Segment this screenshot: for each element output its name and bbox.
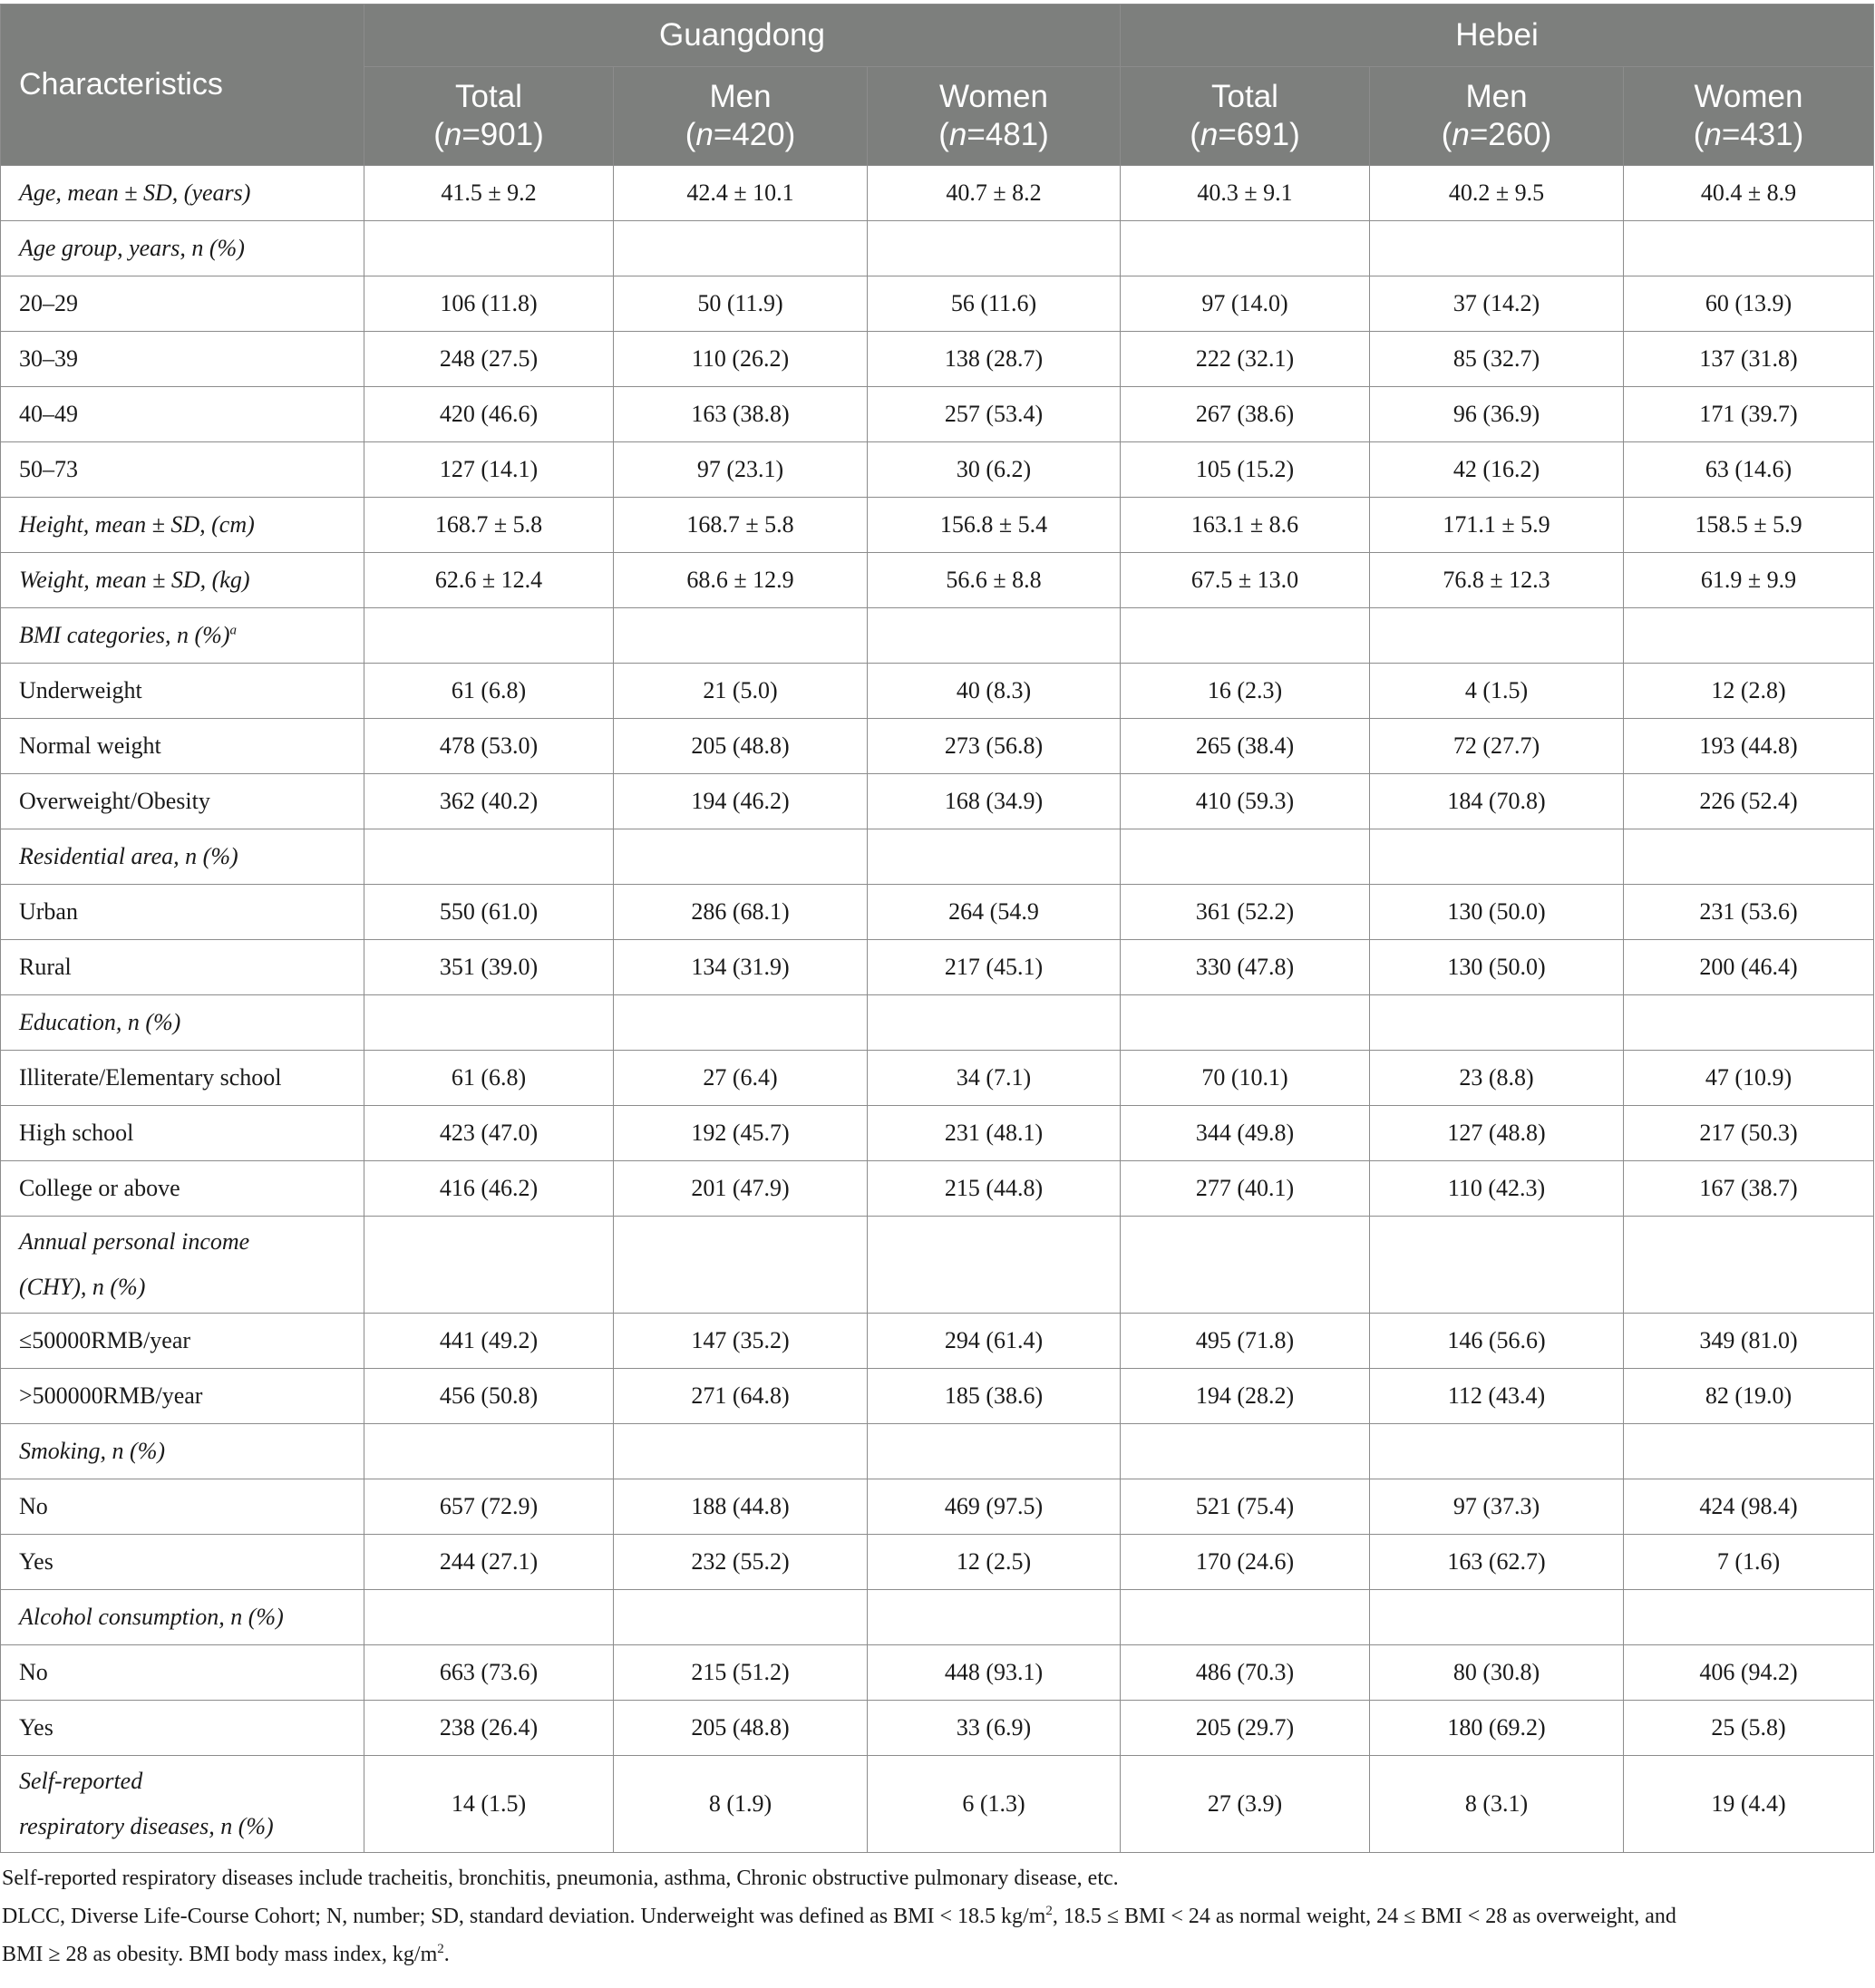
footnote-respiratory: Self-reported respiratory diseases include tracheitis, bronchitis, pneumonia, asthma, Chronic obstructive pulmonary disease, etc.	[2, 1867, 1119, 1890]
table-cell: 495 (71.8)	[1121, 1314, 1370, 1369]
table-cell: 416 (46.2)	[364, 1161, 614, 1217]
table-cell: 663 (73.6)	[364, 1645, 614, 1701]
table-cell: 23 (8.8)	[1370, 1051, 1624, 1106]
table-cell	[1624, 829, 1874, 885]
characteristics-table	[0, 4, 1874, 1853]
table-cell: 267 (38.6)	[1121, 387, 1370, 442]
row-label: BMI categories, n (%)$^a$	[1, 608, 364, 664]
table-cell: 205 (29.7)	[1121, 1701, 1370, 1756]
table-row	[1, 1106, 1874, 1161]
table-cell: 41.5 ± 9.2	[364, 166, 614, 221]
row-label: Urban	[1, 885, 364, 940]
footnote-abbreviations: DLCC, Diverse Life-Course Cohort; N, number; SD, standard deviation. Underweight was defined as BMI < 18.5 $kg/m^2$, 18.5 ≤ BMI < 24 as normal weight, 24 ≤ BMI < 28 as overweight, and	[2, 1904, 1676, 1928]
column-header-women: Women (n=431)	[1624, 67, 1874, 166]
table-row	[1, 995, 1874, 1051]
table-row	[1, 885, 1874, 940]
table-cell	[1121, 1217, 1370, 1314]
table-cell	[868, 608, 1121, 664]
table-cell	[868, 1424, 1121, 1479]
table-row	[1, 1645, 1874, 1701]
table-cell: 134 (31.9)	[614, 940, 868, 995]
table-cell	[1370, 221, 1624, 276]
table-cell: 147 (35.2)	[614, 1314, 868, 1369]
table-cell: 34 (7.1)	[868, 1051, 1121, 1106]
row-label: Normal weight	[1, 719, 364, 774]
table-cell: 106 (11.8)	[364, 276, 614, 332]
table-container	[0, 4, 1875, 1971]
table-cell: 60 (13.9)	[1624, 276, 1874, 332]
row-label: Rural	[1, 940, 364, 995]
table-cell: 12 (2.5)	[868, 1535, 1121, 1590]
table-cell: 351 (39.0)	[364, 940, 614, 995]
table-cell: 170 (24.6)	[1121, 1535, 1370, 1590]
table-cell: 7 (1.6)	[1624, 1535, 1874, 1590]
table-cell: 146 (56.6)	[1370, 1314, 1624, 1369]
row-label: Overweight/Obesity	[1, 774, 364, 829]
table-row	[1, 1314, 1874, 1369]
row-label: 30–39	[1, 332, 364, 387]
table-cell	[1624, 1217, 1874, 1314]
table-cell: 168.7 ± 5.8	[614, 498, 868, 553]
table-cell	[1370, 829, 1624, 885]
table-cell: 138 (28.7)	[868, 332, 1121, 387]
table-cell: 50 (11.9)	[614, 276, 868, 332]
table-row	[1, 664, 1874, 719]
row-label: Smoking, n (%)	[1, 1424, 364, 1479]
table-cell	[868, 1590, 1121, 1645]
table-cell: 76.8 ± 12.3	[1370, 553, 1624, 608]
table-cell: 6 (1.3)	[868, 1756, 1121, 1853]
table-cell: 217 (50.3)	[1624, 1106, 1874, 1161]
table-cell: 294 (61.4)	[868, 1314, 1121, 1369]
table-cell: 61 (6.8)	[364, 1051, 614, 1106]
table-cell	[1370, 1590, 1624, 1645]
table-cell: 56 (11.6)	[868, 276, 1121, 332]
row-label: College or above	[1, 1161, 364, 1217]
table-cell: 248 (27.5)	[364, 332, 614, 387]
table-cell: 193 (44.8)	[1624, 719, 1874, 774]
table-cell: 244 (27.1)	[364, 1535, 614, 1590]
table-row	[1, 608, 1874, 664]
table-cell: 82 (19.0)	[1624, 1369, 1874, 1424]
row-label: Age group, years, n (%)	[1, 221, 364, 276]
table-cell	[868, 1217, 1121, 1314]
table-row	[1, 1535, 1874, 1590]
table-cell: 205 (48.8)	[614, 719, 868, 774]
table-cell: 550 (61.0)	[364, 885, 614, 940]
row-label: Alcohol consumption, n (%)	[1, 1590, 364, 1645]
table-cell: 130 (50.0)	[1370, 885, 1624, 940]
table-cell: 486 (70.3)	[1121, 1645, 1370, 1701]
table-cell: 423 (47.0)	[364, 1106, 614, 1161]
table-cell: 97 (23.1)	[614, 442, 868, 498]
table-cell: 19 (4.4)	[1624, 1756, 1874, 1853]
column-header-total: Total (n=901)	[364, 67, 614, 166]
table-cell	[1370, 1217, 1624, 1314]
row-label: 20–29	[1, 276, 364, 332]
table-cell: 171 (39.7)	[1624, 387, 1874, 442]
table-cell: 156.8 ± 5.4	[868, 498, 1121, 553]
table-cell: 40.2 ± 9.5	[1370, 166, 1624, 221]
table-cell: 40.3 ± 9.1	[1121, 166, 1370, 221]
table-cell: 361 (52.2)	[1121, 885, 1370, 940]
table-row	[1, 1051, 1874, 1106]
table-row	[1, 498, 1874, 553]
table-cell	[1624, 608, 1874, 664]
table-cell: 8 (1.9)	[614, 1756, 868, 1853]
table-row	[1, 1590, 1874, 1645]
table-cell: 163 (38.8)	[614, 387, 868, 442]
table-cell: 130 (50.0)	[1370, 940, 1624, 995]
column-header-total: Total (n=691)	[1121, 67, 1370, 166]
table-cell: 8 (3.1)	[1370, 1756, 1624, 1853]
table-cell: 330 (47.8)	[1121, 940, 1370, 995]
row-label: Annual personal income (CHY), n (%)	[1, 1217, 364, 1314]
table-cell: 12 (2.8)	[1624, 664, 1874, 719]
table-cell: 194 (46.2)	[614, 774, 868, 829]
row-label: No	[1, 1479, 364, 1535]
row-label: Yes	[1, 1701, 364, 1756]
table-cell: 167 (38.7)	[1624, 1161, 1874, 1217]
row-label: 40–49	[1, 387, 364, 442]
table-row	[1, 774, 1874, 829]
table-cell	[1624, 1590, 1874, 1645]
table-cell: 286 (68.1)	[614, 885, 868, 940]
table-row	[1, 719, 1874, 774]
table-footnotes	[0, 1853, 1875, 1971]
table-cell: 180 (69.2)	[1370, 1701, 1624, 1756]
table-cell: 168.7 ± 5.8	[364, 498, 614, 553]
table-cell: 657 (72.9)	[364, 1479, 614, 1535]
table-cell: 217 (45.1)	[868, 940, 1121, 995]
table-cell: 406 (94.2)	[1624, 1645, 1874, 1701]
table-cell: 192 (45.7)	[614, 1106, 868, 1161]
table-cell: 257 (53.4)	[868, 387, 1121, 442]
table-cell	[614, 1590, 868, 1645]
table-row	[1, 940, 1874, 995]
table-row	[1, 1701, 1874, 1756]
table-cell	[1370, 608, 1624, 664]
table-cell: 16 (2.3)	[1121, 664, 1370, 719]
table-cell: 264 (54.9	[868, 885, 1121, 940]
region-header-hebei: Hebei	[1121, 5, 1874, 67]
column-header-men: Men (n=420)	[614, 67, 868, 166]
row-label: ≤50000RMB/year	[1, 1314, 364, 1369]
table-row	[1, 276, 1874, 332]
table-cell: 70 (10.1)	[1121, 1051, 1370, 1106]
table-cell: 42 (16.2)	[1370, 442, 1624, 498]
table-row	[1, 332, 1874, 387]
table-cell: 27 (6.4)	[614, 1051, 868, 1106]
table-cell	[868, 995, 1121, 1051]
table-cell: 441 (49.2)	[364, 1314, 614, 1369]
table-cell: 137 (31.8)	[1624, 332, 1874, 387]
row-label: Weight, mean ± SD, (kg)	[1, 553, 364, 608]
table-cell	[364, 1590, 614, 1645]
table-row	[1, 1217, 1874, 1314]
table-cell: 67.5 ± 13.0	[1121, 553, 1370, 608]
table-cell: 97 (14.0)	[1121, 276, 1370, 332]
table-cell: 194 (28.2)	[1121, 1369, 1370, 1424]
table-cell: 215 (44.8)	[868, 1161, 1121, 1217]
table-row	[1, 442, 1874, 498]
table-cell: 232 (55.2)	[614, 1535, 868, 1590]
table-row	[1, 1756, 1874, 1853]
table-cell	[364, 1424, 614, 1479]
table-cell	[1121, 1590, 1370, 1645]
table-cell: 14 (1.5)	[364, 1756, 614, 1853]
table-row	[1, 553, 1874, 608]
table-cell: 205 (48.8)	[614, 1701, 868, 1756]
row-label: Underweight	[1, 664, 364, 719]
row-label: Illiterate/Elementary school	[1, 1051, 364, 1106]
table-cell: 97 (37.3)	[1370, 1479, 1624, 1535]
table-cell	[1121, 829, 1370, 885]
table-cell	[364, 608, 614, 664]
row-label: Residential area, n (%)	[1, 829, 364, 885]
table-cell: 184 (70.8)	[1370, 774, 1624, 829]
row-label: >500000RMB/year	[1, 1369, 364, 1424]
table-cell: 424 (98.4)	[1624, 1479, 1874, 1535]
table-cell	[1370, 1424, 1624, 1479]
table-cell: 72 (27.7)	[1370, 719, 1624, 774]
table-row	[1, 829, 1874, 885]
row-label: No	[1, 1645, 364, 1701]
column-header-women: Women (n=481)	[868, 67, 1121, 166]
table-cell: 127 (14.1)	[364, 442, 614, 498]
table-cell: 96 (36.9)	[1370, 387, 1624, 442]
table-cell: 171.1 ± 5.9	[1370, 498, 1624, 553]
table-cell: 344 (49.8)	[1121, 1106, 1370, 1161]
table-cell: 80 (30.8)	[1370, 1645, 1624, 1701]
table-cell: 231 (48.1)	[868, 1106, 1121, 1161]
table-cell	[364, 221, 614, 276]
table-cell	[614, 1217, 868, 1314]
table-cell: 201 (47.9)	[614, 1161, 868, 1217]
table-cell: 231 (53.6)	[1624, 885, 1874, 940]
column-header-men: Men (n=260)	[1370, 67, 1624, 166]
row-label: 50–73	[1, 442, 364, 498]
table-cell: 40.7 ± 8.2	[868, 166, 1121, 221]
table-row	[1, 1369, 1874, 1424]
table-cell	[614, 829, 868, 885]
table-cell	[1370, 995, 1624, 1051]
table-cell	[614, 995, 868, 1051]
table-cell: 112 (43.4)	[1370, 1369, 1624, 1424]
table-cell: 4 (1.5)	[1370, 664, 1624, 719]
table-cell	[1121, 995, 1370, 1051]
table-row	[1, 1479, 1874, 1535]
table-cell: 30 (6.2)	[868, 442, 1121, 498]
table-cell: 85 (32.7)	[1370, 332, 1624, 387]
row-label: Height, mean ± SD, (cm)	[1, 498, 364, 553]
table-cell: 25 (5.8)	[1624, 1701, 1874, 1756]
table-cell: 40 (8.3)	[868, 664, 1121, 719]
table-cell	[1121, 1424, 1370, 1479]
characteristics-header: Characteristics	[1, 5, 364, 166]
table-cell: 61 (6.8)	[364, 664, 614, 719]
table-cell	[364, 829, 614, 885]
row-label: Education, n (%)	[1, 995, 364, 1051]
table-cell: 47 (10.9)	[1624, 1051, 1874, 1106]
table-cell	[1121, 221, 1370, 276]
table-cell	[614, 608, 868, 664]
table-cell: 61.9 ± 9.9	[1624, 553, 1874, 608]
table-cell	[364, 995, 614, 1051]
table-row	[1, 1161, 1874, 1217]
table-cell: 277 (40.1)	[1121, 1161, 1370, 1217]
table-cell: 105 (15.2)	[1121, 442, 1370, 498]
row-label: Self-reported respiratory diseases, n (%)	[1, 1756, 364, 1853]
table-cell: 168 (34.9)	[868, 774, 1121, 829]
table-cell	[868, 221, 1121, 276]
table-cell: 222 (32.1)	[1121, 332, 1370, 387]
table-cell: 127 (48.8)	[1370, 1106, 1624, 1161]
table-cell: 456 (50.8)	[364, 1369, 614, 1424]
table-cell	[1121, 608, 1370, 664]
table-cell: 478 (53.0)	[364, 719, 614, 774]
table-cell: 188 (44.8)	[614, 1479, 868, 1535]
table-cell: 110 (26.2)	[614, 332, 868, 387]
table-cell: 349 (81.0)	[1624, 1314, 1874, 1369]
table-cell: 469 (97.5)	[868, 1479, 1121, 1535]
table-cell: 40.4 ± 8.9	[1624, 166, 1874, 221]
table-cell: 163.1 ± 8.6	[1121, 498, 1370, 553]
table-cell: 271 (64.8)	[614, 1369, 868, 1424]
table-row	[1, 221, 1874, 276]
table-cell: 68.6 ± 12.9	[614, 553, 868, 608]
table-cell: 42.4 ± 10.1	[614, 166, 868, 221]
table-cell: 226 (52.4)	[1624, 774, 1874, 829]
table-cell: 215 (51.2)	[614, 1645, 868, 1701]
table-cell: 63 (14.6)	[1624, 442, 1874, 498]
table-cell: 265 (38.4)	[1121, 719, 1370, 774]
table-cell	[1624, 1424, 1874, 1479]
table-cell	[614, 221, 868, 276]
table-cell: 163 (62.7)	[1370, 1535, 1624, 1590]
row-label: High school	[1, 1106, 364, 1161]
table-row	[1, 1424, 1874, 1479]
table-cell: 448 (93.1)	[868, 1645, 1121, 1701]
table-cell: 521 (75.4)	[1121, 1479, 1370, 1535]
table-cell: 110 (42.3)	[1370, 1161, 1624, 1217]
table-cell: 273 (56.8)	[868, 719, 1121, 774]
table-cell: 62.6 ± 12.4	[364, 553, 614, 608]
table-cell: 21 (5.0)	[614, 664, 868, 719]
table-cell: 420 (46.6)	[364, 387, 614, 442]
table-cell: 33 (6.9)	[868, 1701, 1121, 1756]
row-label: Age, mean ± SD, (years)	[1, 166, 364, 221]
table-cell: 238 (26.4)	[364, 1701, 614, 1756]
table-cell	[1624, 995, 1874, 1051]
table-cell: 200 (46.4)	[1624, 940, 1874, 995]
table-cell: 362 (40.2)	[364, 774, 614, 829]
table-cell	[1624, 221, 1874, 276]
footnote-bmi: BMI ≥ 28 as obesity. BMI body mass index, $kg/m^2$.	[2, 1942, 450, 1966]
table-row	[1, 387, 1874, 442]
table-cell	[868, 829, 1121, 885]
table-cell: 37 (14.2)	[1370, 276, 1624, 332]
table-cell: 185 (38.6)	[868, 1369, 1121, 1424]
table-cell	[364, 1217, 614, 1314]
row-label: Yes	[1, 1535, 364, 1590]
table-cell: 27 (3.9)	[1121, 1756, 1370, 1853]
table-row	[1, 166, 1874, 221]
table-cell: 56.6 ± 8.8	[868, 553, 1121, 608]
region-header-guangdong: Guangdong	[364, 5, 1121, 67]
table-cell: 410 (59.3)	[1121, 774, 1370, 829]
table-cell	[614, 1424, 868, 1479]
table-cell: 158.5 ± 5.9	[1624, 498, 1874, 553]
